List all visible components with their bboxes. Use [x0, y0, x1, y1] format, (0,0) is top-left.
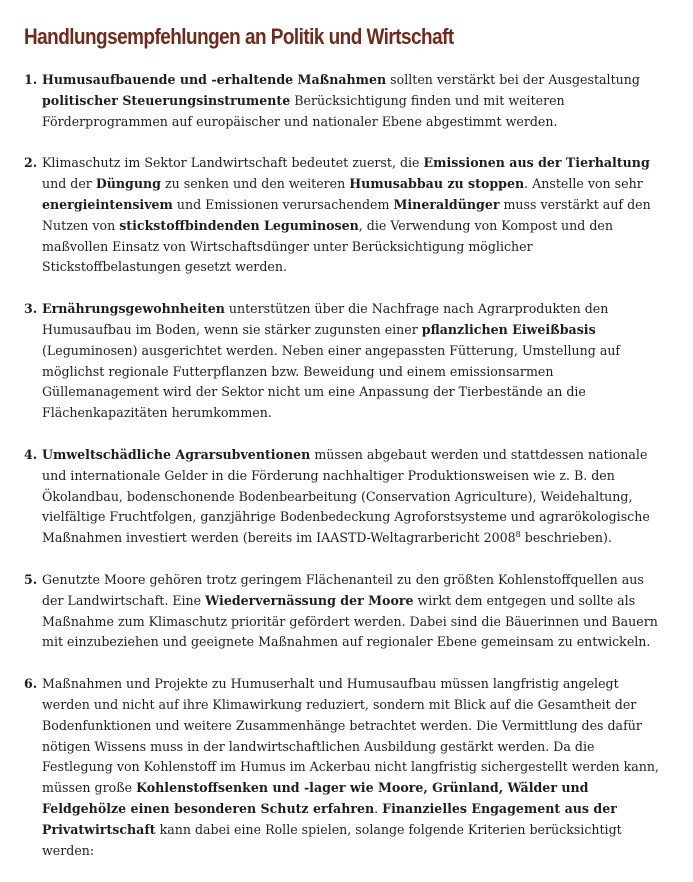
body-text: . Anstelle von sehr	[524, 176, 643, 192]
body-text: (Leguminosen) ausgerichtet werden. Neben einer angepassten Fütterung, Umstellung auf möglichst regionale Futterpflanzen bzw. Beweidung und einem emissionsarmen Güllemanagement wird der Sektor nicht um eine Anpassung der Tierbestände an die Flächenkapazitäten herumkommen.	[42, 342, 621, 421]
body-text: Berücksichtigung finden und mit weiteren Förderprogrammen auf europäischer und nationaler Ebene abgestimmt werden.	[42, 92, 565, 129]
body-text: Maßnahmen und Projekte zu Humuserhalt und Humusaufbau müssen langfristig angelegt werden und nicht auf ihre Klimawirkung reduziert, sondern mit Blick auf die Gesamtheit der Bodenfunktionen und weitere Zusammenhänge betrachtet werden. Die Vermittlung des dafür nötigen Wissens muss in der landwirtschaftlichen Ausbildung gestärkt werden. Da die Festlegung von Kohlenstoff im Humus im Ackerbau nicht langfristig sichergestellt werden kann, müssen große	[42, 676, 659, 796]
item-number: 1.	[24, 72, 38, 87]
emphasis-text: Emissionen aus der Tierhaltung	[423, 155, 650, 171]
recommendation-item	[24, 299, 664, 424]
recommendation-item	[24, 570, 664, 653]
body-text: zu senken und den weiteren	[161, 176, 350, 192]
body-text: sollten verstärkt bei der Ausgestaltung	[386, 72, 640, 87]
item-number: 5.	[24, 571, 38, 587]
body-text: kann dabei eine Rolle spielen, solange folgende Kriterien berücksichtigt werden:	[42, 821, 622, 858]
emphasis-text: stickstoffbindenden Leguminosen	[119, 217, 359, 233]
item-number: 2.	[24, 155, 38, 171]
recommendations-list	[24, 70, 664, 882]
body-text: und Emissionen verursachendem	[172, 196, 394, 212]
page-title: Handlungsempfehlungen an Politik und Wirtschaft	[24, 24, 454, 49]
body-text: müssen abgebaut werden und stattdessen nationale und internationale Gelder in die Förderung nachhaltiger Produktionsweisen wie z. B. den Ökolandbau, bodenschonende Bodenbearbeitung (Conservation Agriculture), Weidehaltung, vielfältige Fruchtfolgen, ganzjährige Bodenbedeckung Agroforstsysteme und agrarökologische Maßnahmen investiert werden (bereits im IAASTD-Weltagrarbericht 2008	[42, 446, 650, 546]
item-number: 4.	[24, 446, 38, 462]
emphasis-text: Ernährungsgewohnheiten	[42, 301, 225, 317]
recommendation-item	[24, 153, 664, 278]
recommendation-item	[24, 70, 664, 132]
emphasis-text: Finanzielles Engagement aus der Privatwirtschaft	[42, 800, 617, 837]
emphasis-text: Humusabbau zu stoppen	[349, 176, 525, 192]
body-text: , die Verwendung von Kompost und den maßvollen Einsatz von Wirtschaftsdünger unter Berücksichtigung möglicher Stickstoffbelastungen gesetzt werden.	[42, 217, 613, 275]
body-text: wirkt dem entgegen und sollte als Maßnahme zum Klimaschutz prioritär gefördert werden. Dabei sind die Bäuerinnen und Bauern mit einzubeziehen und geeignete Maßnahmen auf regionaler Ebene gemeinsam zu entwickeln.	[42, 592, 658, 650]
emphasis-text: politischer Steuerungsinstrumente	[42, 92, 291, 108]
item-number: 6.	[24, 676, 38, 692]
emphasis-text: Wiedervernässung der Moore	[205, 592, 414, 608]
emphasis-text: pflanzlichen Eiweißbasis	[421, 321, 596, 337]
body-text: muss verstärkt auf den Nutzen von	[42, 196, 651, 233]
emphasis-text: Umweltschädliche Agrarsubventionen	[42, 446, 311, 462]
emphasis-text: Humusaufbauende und -erhaltende Maßnahmen	[42, 72, 387, 87]
footnote-ref: 8	[515, 529, 521, 539]
emphasis-text: Kohlenstoffsenken und -lager wie Moore, Grünland, Wälder und Feldgehölze einen besonderen Schutz erfahren	[42, 780, 589, 816]
body-text: beschrieben).	[520, 530, 612, 546]
body-text: .	[374, 800, 383, 816]
recommendation-item	[24, 674, 664, 861]
body-text: unterstützen über die Nachfrage nach Agrarprodukten den Humusaufbau im Boden, wenn sie stärker zugunsten einer	[42, 301, 609, 337]
body-text: Genutzte Moore gehören trotz geringem Flächenanteil zu den größten Kohlenstoffquellen aus der Landwirtschaft. Eine	[42, 571, 644, 608]
emphasis-text: energieintensivem	[42, 196, 173, 212]
item-number: 3.	[24, 301, 38, 317]
body-text: Klimaschutz im Sektor Landwirtschaft bedeutet zuerst, die	[42, 155, 424, 171]
body-text: und der	[42, 176, 96, 192]
recommendation-item	[24, 445, 664, 549]
emphasis-text: Düngung	[95, 176, 161, 192]
emphasis-text: Mineraldünger	[393, 196, 500, 212]
